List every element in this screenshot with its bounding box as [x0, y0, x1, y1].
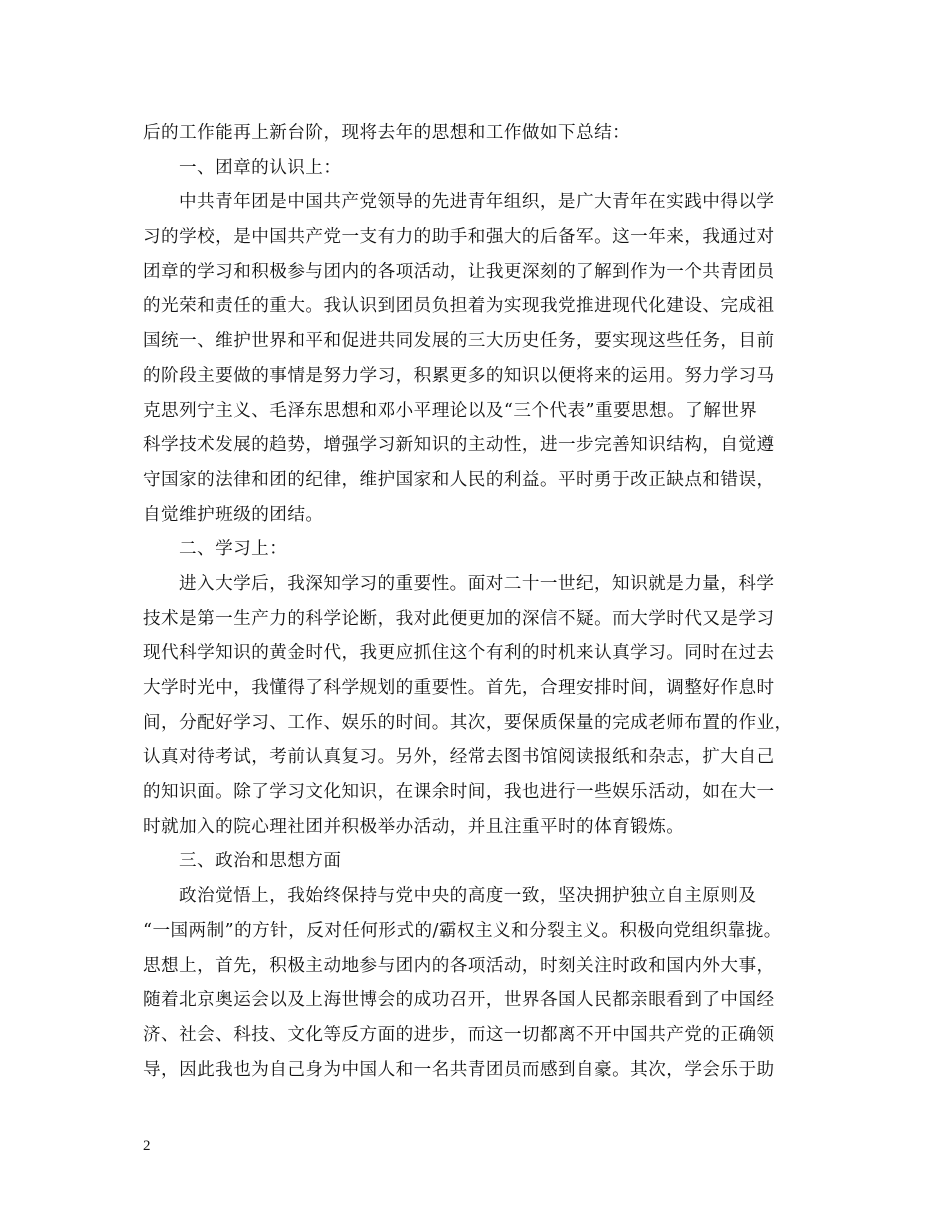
text-line: 的知识面。除了学习文化知识，在课余时间，我也进行一些娱乐活动，如在大一	[143, 782, 775, 803]
text-line: 现代科学知识的黄金时代，我更应抓住这个有利的时机来认真学习。同时在过去	[143, 643, 775, 664]
text-line: 济、社会、科技、文化等反方面的进步，而这一切都离不开中国共产党的正确领	[143, 1024, 775, 1045]
text-line: 导，因此我也为自己身为中国人和一名共青团员而感到自豪。其次，学会乐于助	[143, 1059, 775, 1080]
paragraph-first-line: 中共青年团是中国共产党领导的先进青年组织，是广大青年在实践中得以学	[179, 192, 775, 213]
paragraph-first-line: 政治觉悟上，我始终保持与党中央的高度一致，坚决拥护独立自主原则及	[179, 886, 757, 907]
text-line: 科学技术发展的趋势，增强学习新知识的主动性，进一步完善知识结构，自觉遵	[143, 435, 775, 456]
text-line: 思想上，首先，积极主动地参与团内的各项活动，时刻关注时政和国内外大事，	[143, 955, 775, 976]
text-line: 自觉维护班级的团结。	[143, 504, 324, 525]
text-line: 随着北京奥运会以及上海世博会的成功召开，世界各国人民都亲眼看到了中国经	[143, 990, 775, 1011]
section-heading-charter: 一、团章的认识上：	[179, 157, 342, 178]
text-line: 的光荣和责任的重大。我认识到团员负担着为实现我党推进现代化建设、完成祖	[143, 296, 775, 317]
text-line: 间，分配好学习、工作、娱乐的时间。其次，要保质保量的完成老师布置的作业，	[143, 712, 793, 733]
text-line: 大学时光中，我懂得了科学规划的重要性。首先，合理安排时间，调整好作息时	[143, 678, 775, 698]
paragraph-first-line: 进入大学后，我深知学习的重要性。面对二十一世纪，知识就是力量，科学	[179, 573, 775, 594]
document-body	[143, 116, 811, 1087]
text-line: 团章的学习和积极参与团内的各项活动，让我更深刻的了解到作为一个共青团员	[143, 261, 775, 282]
text-line: 国统一、维护世界和平和促进共同发展的三大历史任务，要实现这些任务，目前	[143, 331, 775, 352]
section-heading-study: 二、学习上：	[179, 539, 288, 560]
text-line: 后的工作能再上新台阶，现将去年的思想和工作做如下总结：	[143, 123, 631, 143]
text-line: 克思列宁主义、毛泽东思想和邓小平理论以及“三个代表”重要思想。了解世界	[143, 400, 758, 421]
text-line: 认真对待考试，考前认真复习。另外，经常去图书馆阅读报纸和杂志，扩大自己	[143, 747, 775, 768]
text-line: “一国两制”的方针，反对任何形式的/霸权主义和分裂主义。积极向党组织靠拢。	[143, 920, 782, 941]
text-line: 时就加入的院心理社团并积极举办活动，并且注重平时的体育锻炼。	[143, 816, 685, 837]
page-number: 2	[143, 1138, 151, 1154]
section-heading-politics: 三、政治和思想方面	[179, 851, 342, 872]
text-line: 技术是第一生产力的科学论断，我对此便更加的深信不疑。而大学时代又是学习	[143, 608, 775, 629]
text-line: 守国家的法律和团的纪律，维护国家和人民的利益。平时勇于改正缺点和错误，	[143, 469, 775, 490]
text-line: 习的学校，是中国共产党一支有力的助手和强大的后备军。这一年来，我通过对	[143, 227, 775, 248]
text-line: 的阶段主要做的事情是努力学习，积累更多的知识以便将来的运用。努力学习马	[143, 365, 775, 386]
